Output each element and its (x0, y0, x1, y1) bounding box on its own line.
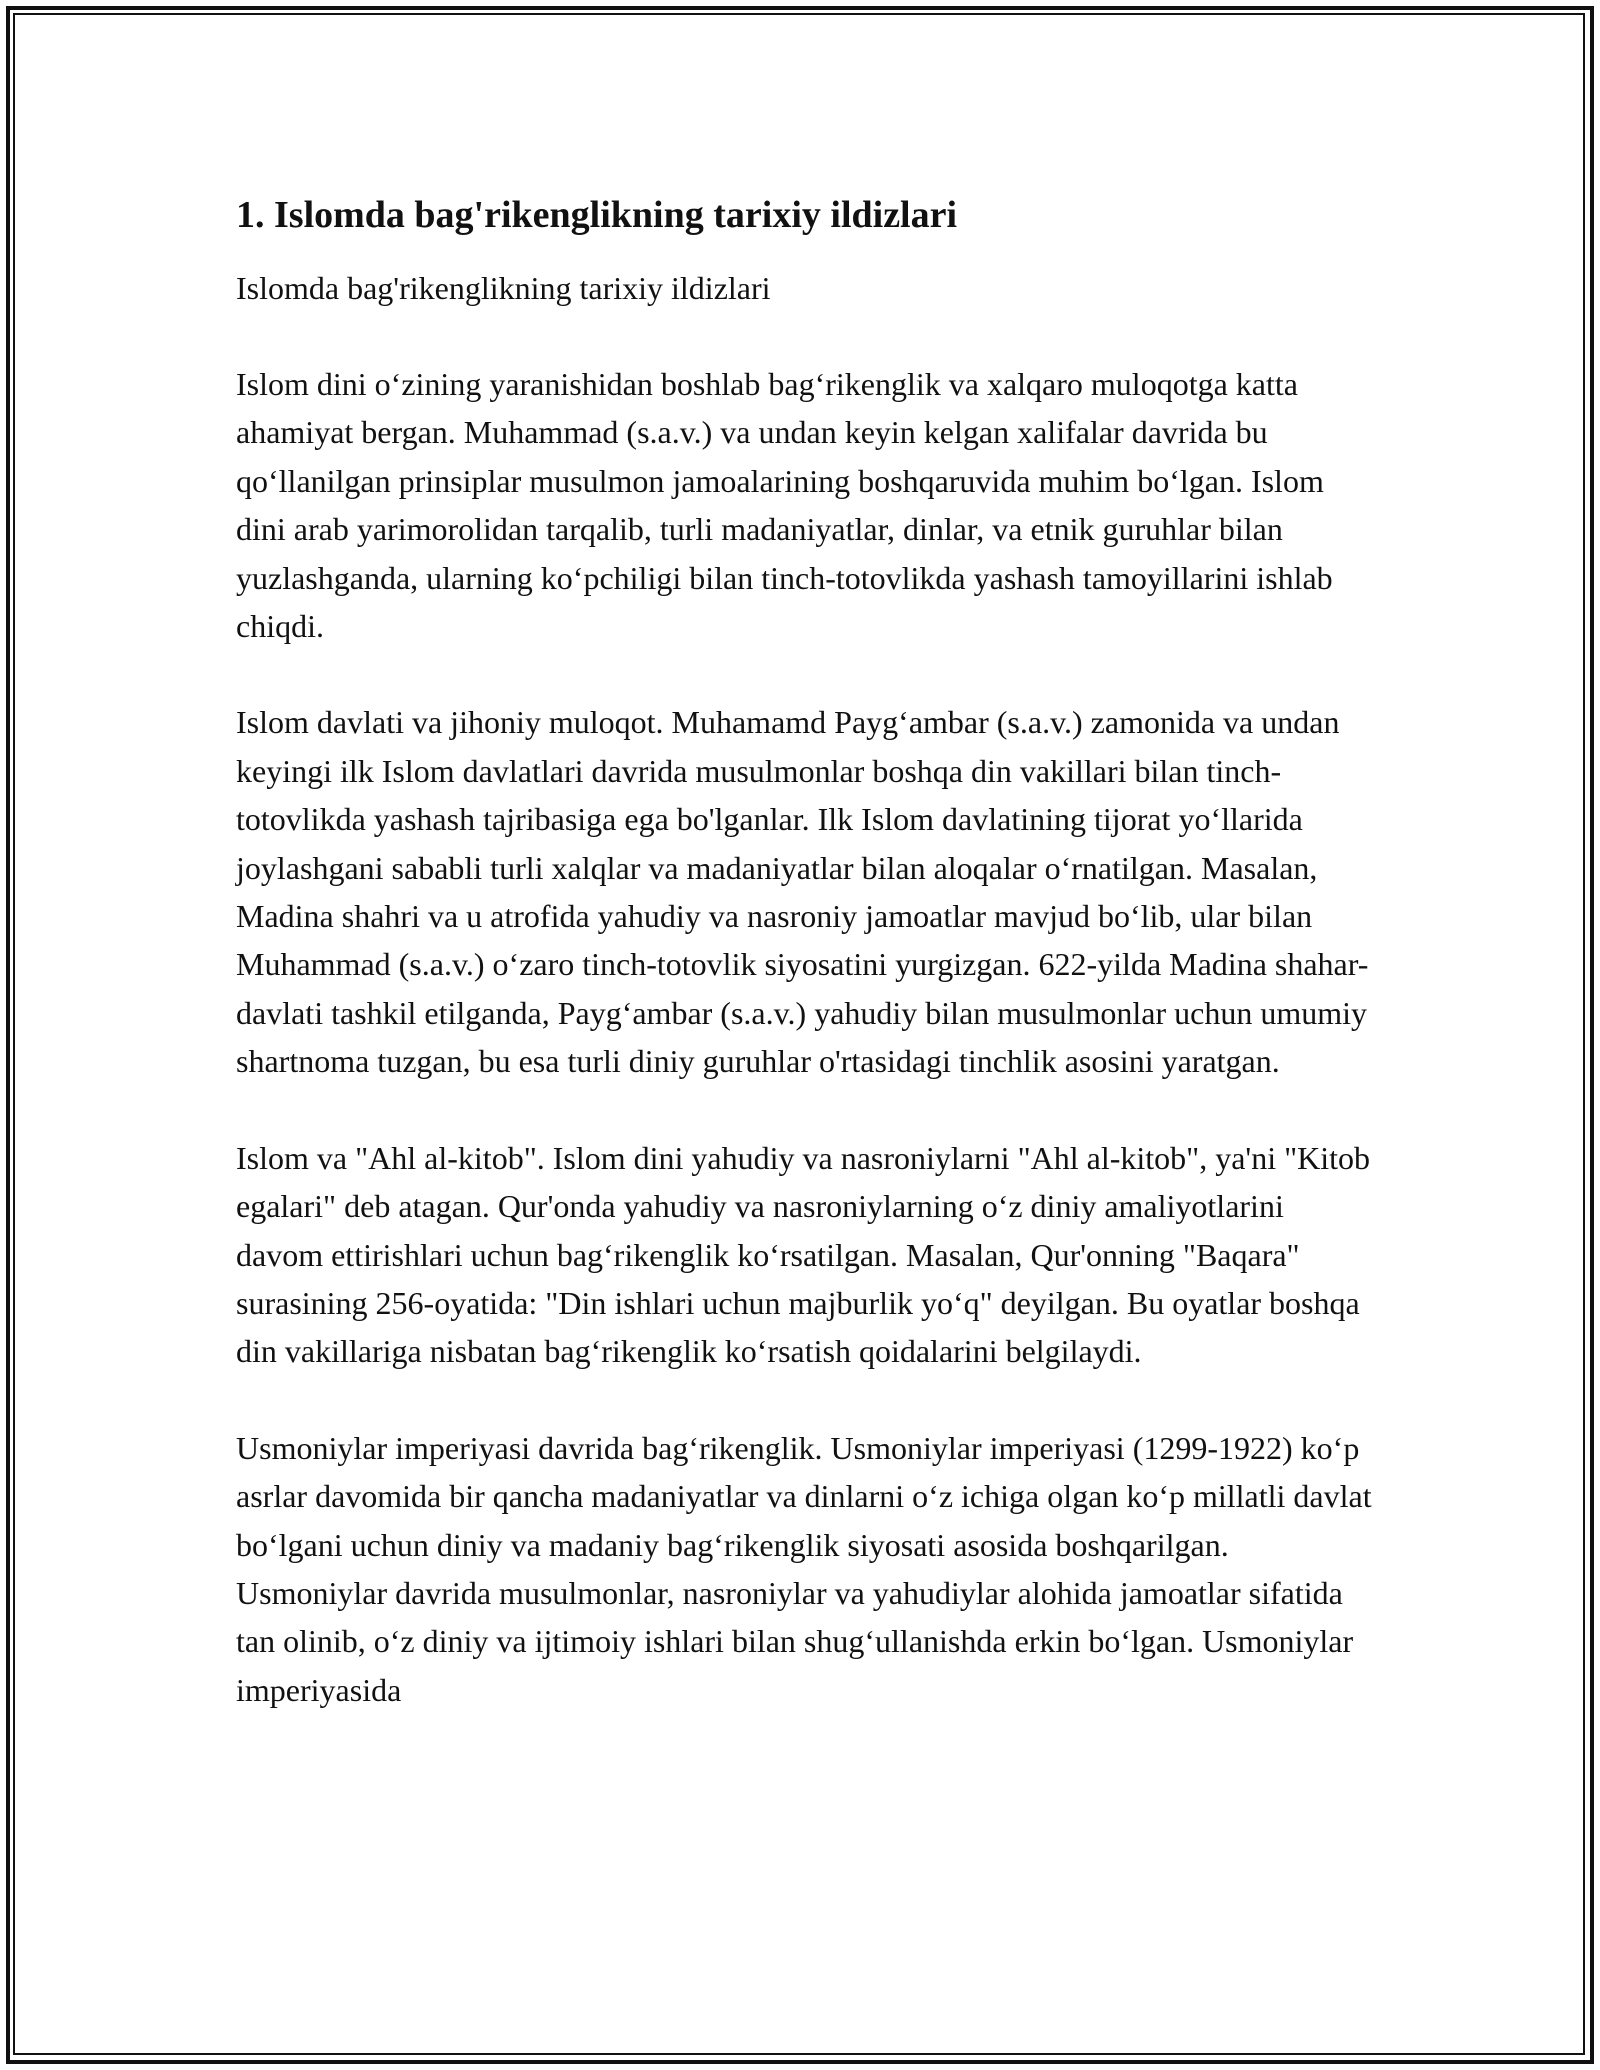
paragraph-intro: Islom dini o‘zining yaranishidan boshlab bag‘rikenglik va xalqaro muloqotga katta ahamiyat bergan. Muhammad (s.a.v.) va undan keyin kelgan xalifalar davrida bu qo‘llanilgan prinsiplar musulmon jamoalarining boshqaruvida muhim bo‘lgan. Islom dini arab yarimorolidan tarqalib, turli madaniyatlar, dinlar, va etnik guruhlar bilan yuzlashganda, ularning ko‘pchiligi bilan tinch-totovlikda yashash tamoyillarini ishlab chiqdi. (236, 366, 1333, 645)
document-body (236, 180, 1376, 1714)
document-title: 1. Islomda bag'rikenglikning tarixiy ildizlari (236, 194, 958, 236)
document-subtitle: Islomda bag'rikenglikning tarixiy ildizlari (236, 270, 771, 306)
paragraph-islamic-state: Islom davlati va jihoniy muloqot. Muhamamd Payg‘ambar (s.a.v.) zamonida va undan keyingi ilk Islom davlatlari davrida musulmonlar boshqa din vakillari bilan tinch-totovlikda yashash tajribasiga ega bo'lganlar. Ilk Islom davlatining tijorat yo‘llarida joylashgani sababli turli xalqlar va madaniyatlar bilan aloqalar o‘rnatilgan. Masalan, Madina shahri va u atrofida yahudiy va nasroniy jamoatlar mavjud bo‘lib, ular bilan Muhammad (s.a.v.) o‘zaro tinch-totovlik siyosatini yurgizgan. 622-yilda Madina shahar-davlati tashkil etilganda, Payg‘ambar (s.a.v.) yahudiy bilan musulmonlar uchun umumiy shartnoma tuzgan, bu esa turli diniy guruhlar o'rtasidagi tinchlik asosini yaratgan. (236, 704, 1369, 1080)
paragraph-ahl-al-kitob: Islom va "Ahl al-kitob". Islom dini yahudiy va nasroniylarni "Ahl al-kitob", ya'ni "Kitob egalari" deb atagan. Qur'onda yahudiy va nasroniylarning o‘z diniy amaliyotlarini davom ettirishlari uchun bag‘rikenglik ko‘rsatilgan. Masalan, Qur'onning "Baqara" surasining 256-oyatida: "Din ishlari uchun majburlik yo‘q" deyilgan. Bu oyatlar boshqa din vakillariga nisbatan bag‘rikenglik ko‘rsatish qoidalarini belgilaydi. (236, 1139, 1371, 1370)
paragraph-ottoman-empire: Usmoniylar imperiyasi davrida bag‘rikenglik. Usmoniylar imperiyasi (1299-1922) ko‘p asrlar davomida bir qancha madaniyatlar va dinlarni o‘z ichiga olgan ko‘p millatli davlat bo‘lgani uchun diniy va madaniy bag‘rikenglik siyosati asosida boshqarilgan. Usmoniylar davrida musulmonlar, nasroniylar va yahudiylar alohida jamoatlar sifatida tan olinib, o‘z diniy va ijtimoiy ishlari bilan shug‘ullanishda erkin bo‘lgan. Usmoniylar imperiyasida (236, 1429, 1372, 1708)
